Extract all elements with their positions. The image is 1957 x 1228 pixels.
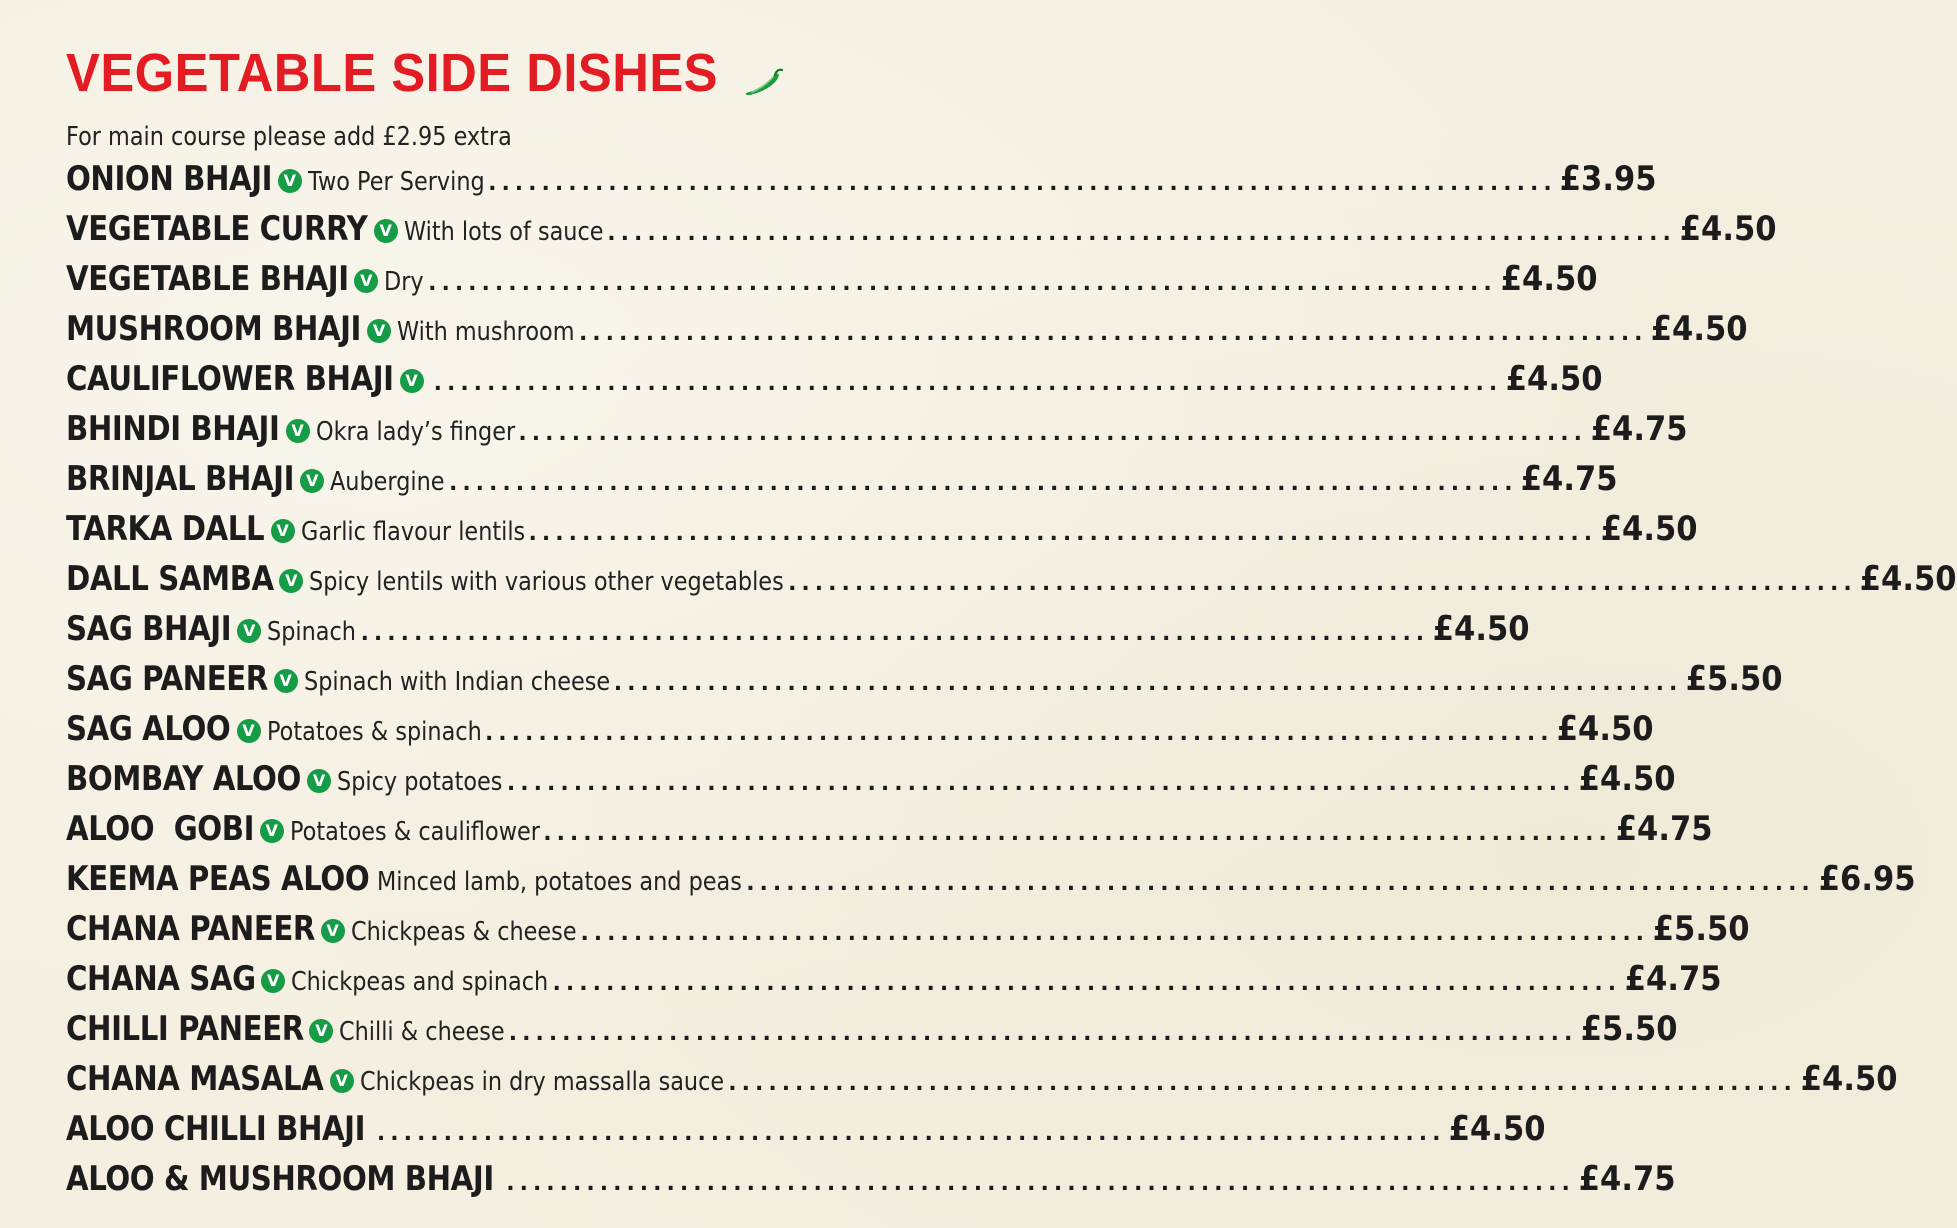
menu-item-label-group (66, 754, 503, 807)
dish-description: Spinach (267, 617, 357, 647)
dish-name: SAG PANEER (66, 659, 268, 699)
dish-name: BOMBAY ALOO (66, 759, 301, 799)
dish-price: £4.50 (1432, 609, 1530, 649)
menu-item (66, 154, 1658, 204)
dish-description: Chickpeas and spinach (291, 967, 549, 997)
vegetarian-badge-icon: V (286, 419, 310, 443)
leader-dots: ................................................................................ (433, 371, 1503, 396)
dish-name: ALOO & MUSHROOM BHAJI (66, 1159, 494, 1199)
vegetarian-badge-icon: V (237, 719, 261, 743)
leader-dots: ................................................................................ (728, 1071, 1797, 1096)
dish-price: £5.50 (1652, 909, 1750, 949)
leader-dots: ................................................................................ (428, 271, 1497, 296)
vegetarian-badge-icon: V (278, 169, 302, 193)
leader-dots: ................................................................................ (448, 471, 1518, 496)
dish-description: Dry (384, 267, 424, 297)
leader-dots: ................................................................................ (788, 571, 1857, 596)
leader-dots: ................................................................................ (506, 1171, 1575, 1196)
dish-price: £5.50 (1580, 1009, 1678, 1049)
menu-item (66, 1004, 1678, 1054)
vegetarian-badge-icon: V (279, 569, 303, 593)
menu-item (66, 854, 1916, 904)
menu-item-label-group (66, 254, 424, 307)
leader-dots: ................................................................................ (607, 221, 1676, 246)
dish-price: £4.50 (1500, 259, 1598, 299)
dish-name: KEEMA PEAS ALOO (66, 859, 370, 899)
dish-name: DALL SAMBA (66, 559, 274, 599)
vegetarian-badge-icon: V (367, 319, 391, 343)
menu-item-label-group (66, 504, 525, 557)
dish-name: CHANA PANEER (66, 909, 315, 949)
leader-dots: ................................................................................ (552, 971, 1622, 996)
menu-item (66, 1054, 1898, 1104)
vegetarian-badge-icon: V (309, 1019, 333, 1043)
leader-dots: ................................................................................ (578, 321, 1648, 346)
menu-list (66, 154, 1957, 1204)
dish-description: Garlic flavour lentils (300, 517, 525, 547)
leader-dots: ................................................................................ (360, 621, 1430, 646)
dish-description: Chickpeas & cheese (350, 917, 577, 947)
menu-item-label-group (66, 1154, 502, 1204)
leader-dots: ................................................................................ (518, 421, 1587, 446)
leader-dots: ................................................................................ (580, 921, 1650, 946)
leader-dots: ................................................................................ (488, 171, 1557, 196)
vegetarian-badge-icon: V (330, 1069, 354, 1093)
dish-price: £4.50 (1800, 1059, 1898, 1099)
dish-description: Two Per Serving (307, 167, 485, 197)
menu-item-label-group (66, 804, 539, 857)
menu-item-label-group (66, 354, 430, 404)
menu-item (66, 954, 1722, 1004)
dish-description: With mushroom (397, 317, 575, 347)
dish-price: £4.50 (1651, 309, 1748, 349)
dish-price: £4.50 (1679, 209, 1777, 249)
dish-description: Aubergine (330, 467, 445, 497)
dish-name: CHANA MASALA (66, 1059, 324, 1099)
menu-item (66, 904, 1750, 954)
dish-description: Chilli & cheese (339, 1017, 506, 1047)
dish-name: CHANA SAG (66, 959, 256, 999)
menu-item-label-group (66, 304, 575, 357)
dish-price: £4.50 (1505, 359, 1603, 399)
dish-name: SAG ALOO (66, 709, 231, 749)
dish-price: £4.50 (1579, 759, 1676, 799)
dish-name: VEGETABLE CURRY (66, 209, 368, 249)
menu-item (66, 304, 1748, 354)
vegetarian-badge-icon: V (321, 919, 345, 943)
dish-price: £4.50 (1860, 559, 1957, 599)
leader-dots: ................................................................................ (543, 821, 1612, 846)
vegetarian-badge-icon: V (354, 269, 378, 293)
dish-price: £4.75 (1590, 409, 1688, 449)
vegetarian-badge-icon: V (300, 469, 324, 493)
dish-name: BRINJAL BHAJI (66, 459, 295, 499)
leader-dots: ................................................................................ (506, 771, 1576, 796)
vegetarian-badge-icon: V (260, 819, 284, 843)
dish-price: £4.75 (1624, 959, 1722, 999)
dish-name: TARKA DALL (66, 509, 265, 549)
menu-item-label-group (66, 854, 742, 907)
chilli-pepper-icon (742, 67, 784, 97)
dish-description: Potatoes & cauliflower (289, 817, 540, 847)
menu-item-label-group (66, 404, 514, 457)
dish-description: Spicy potatoes (337, 767, 503, 797)
menu-item (66, 1104, 1546, 1154)
menu-item (66, 404, 1688, 454)
menu-item (66, 204, 1777, 254)
dish-name: ALOO CHILLI BHAJI (66, 1109, 366, 1149)
vegetarian-badge-icon: V (307, 769, 331, 793)
menu-item (66, 1154, 1676, 1204)
menu-item-label-group (66, 604, 357, 657)
menu-item (66, 554, 1957, 604)
vegetarian-badge-icon: V (400, 369, 424, 393)
dish-price: £4.75 (1615, 809, 1713, 849)
menu-item-label-group (66, 654, 610, 707)
dish-name: CHILLI PANEER (66, 1009, 304, 1049)
vegetarian-badge-icon: V (274, 669, 298, 693)
vegetarian-badge-icon: V (374, 219, 398, 243)
dish-name: BHINDI BHAJI (66, 409, 280, 449)
menu-item (66, 604, 1530, 654)
menu-item-label-group (66, 204, 603, 257)
dish-price: £4.50 (1449, 1109, 1546, 1149)
leader-dots: ................................................................................ (746, 871, 1815, 896)
dish-description: Spicy lentils with various other vegetables (309, 567, 785, 597)
vegetarian-badge-icon: V (271, 519, 295, 543)
dish-name: ONION BHAJI (66, 159, 273, 199)
dish-name: SAG BHAJI (66, 609, 232, 649)
menu-item (66, 754, 1676, 804)
dish-price: £4.50 (1557, 709, 1654, 749)
leader-dots: ................................................................................ (484, 721, 1554, 746)
menu-item-label-group (66, 1054, 724, 1107)
leader-dots: ................................................................................ (376, 1121, 1446, 1146)
dish-name: MUSHROOM BHAJI (66, 309, 362, 349)
menu-item-label-group (66, 1104, 373, 1154)
menu-item (66, 454, 1618, 504)
menu-item (66, 804, 1713, 854)
menu-item (66, 654, 1783, 704)
main-course-note: For main course please add £2.95 extra (66, 122, 512, 152)
dish-price: £4.75 (1521, 459, 1618, 499)
menu-item-label-group (66, 904, 576, 957)
menu-item (66, 504, 1698, 554)
vegetarian-badge-icon: V (237, 619, 261, 643)
dish-description: Chickpeas in dry massalla sauce (359, 1067, 724, 1097)
menu-item (66, 354, 1603, 404)
dish-price: £4.50 (1600, 509, 1698, 549)
title-row (66, 38, 1062, 108)
dish-description: Okra lady’s finger (315, 417, 515, 447)
dish-description: With lots of sauce (403, 217, 604, 247)
leader-dots: ................................................................................ (613, 671, 1683, 696)
dish-name: VEGETABLE BHAJI (66, 259, 349, 299)
menu-item (66, 254, 1598, 304)
dish-name: ALOO GOBI (66, 809, 255, 849)
menu-item-label-group (66, 1004, 505, 1057)
menu-item-label-group (66, 454, 445, 507)
menu-page (66, 38, 1957, 1204)
menu-item (66, 704, 1654, 754)
leader-dots: ................................................................................ (508, 1021, 1578, 1046)
dish-price: £5.50 (1685, 659, 1783, 699)
dish-description: Spinach with Indian cheese (303, 667, 610, 697)
menu-item-label-group (66, 704, 481, 757)
dish-description: Potatoes & spinach (266, 717, 482, 747)
menu-item-label-group (66, 154, 484, 207)
dish-price: £3.95 (1560, 159, 1658, 199)
dish-name: CAULIFLOWER BHAJI (66, 359, 394, 399)
page-title: VEGETABLE SIDE DISHES (66, 43, 719, 103)
vegetarian-badge-icon: V (261, 969, 285, 993)
dish-price: £6.95 (1818, 859, 1916, 899)
menu-item-label-group (66, 954, 549, 1007)
menu-item-label-group (66, 554, 784, 607)
dish-description: Minced lamb, potatoes and peas (376, 867, 742, 897)
leader-dots: ................................................................................ (528, 521, 1598, 546)
dish-price: £4.75 (1578, 1159, 1676, 1199)
